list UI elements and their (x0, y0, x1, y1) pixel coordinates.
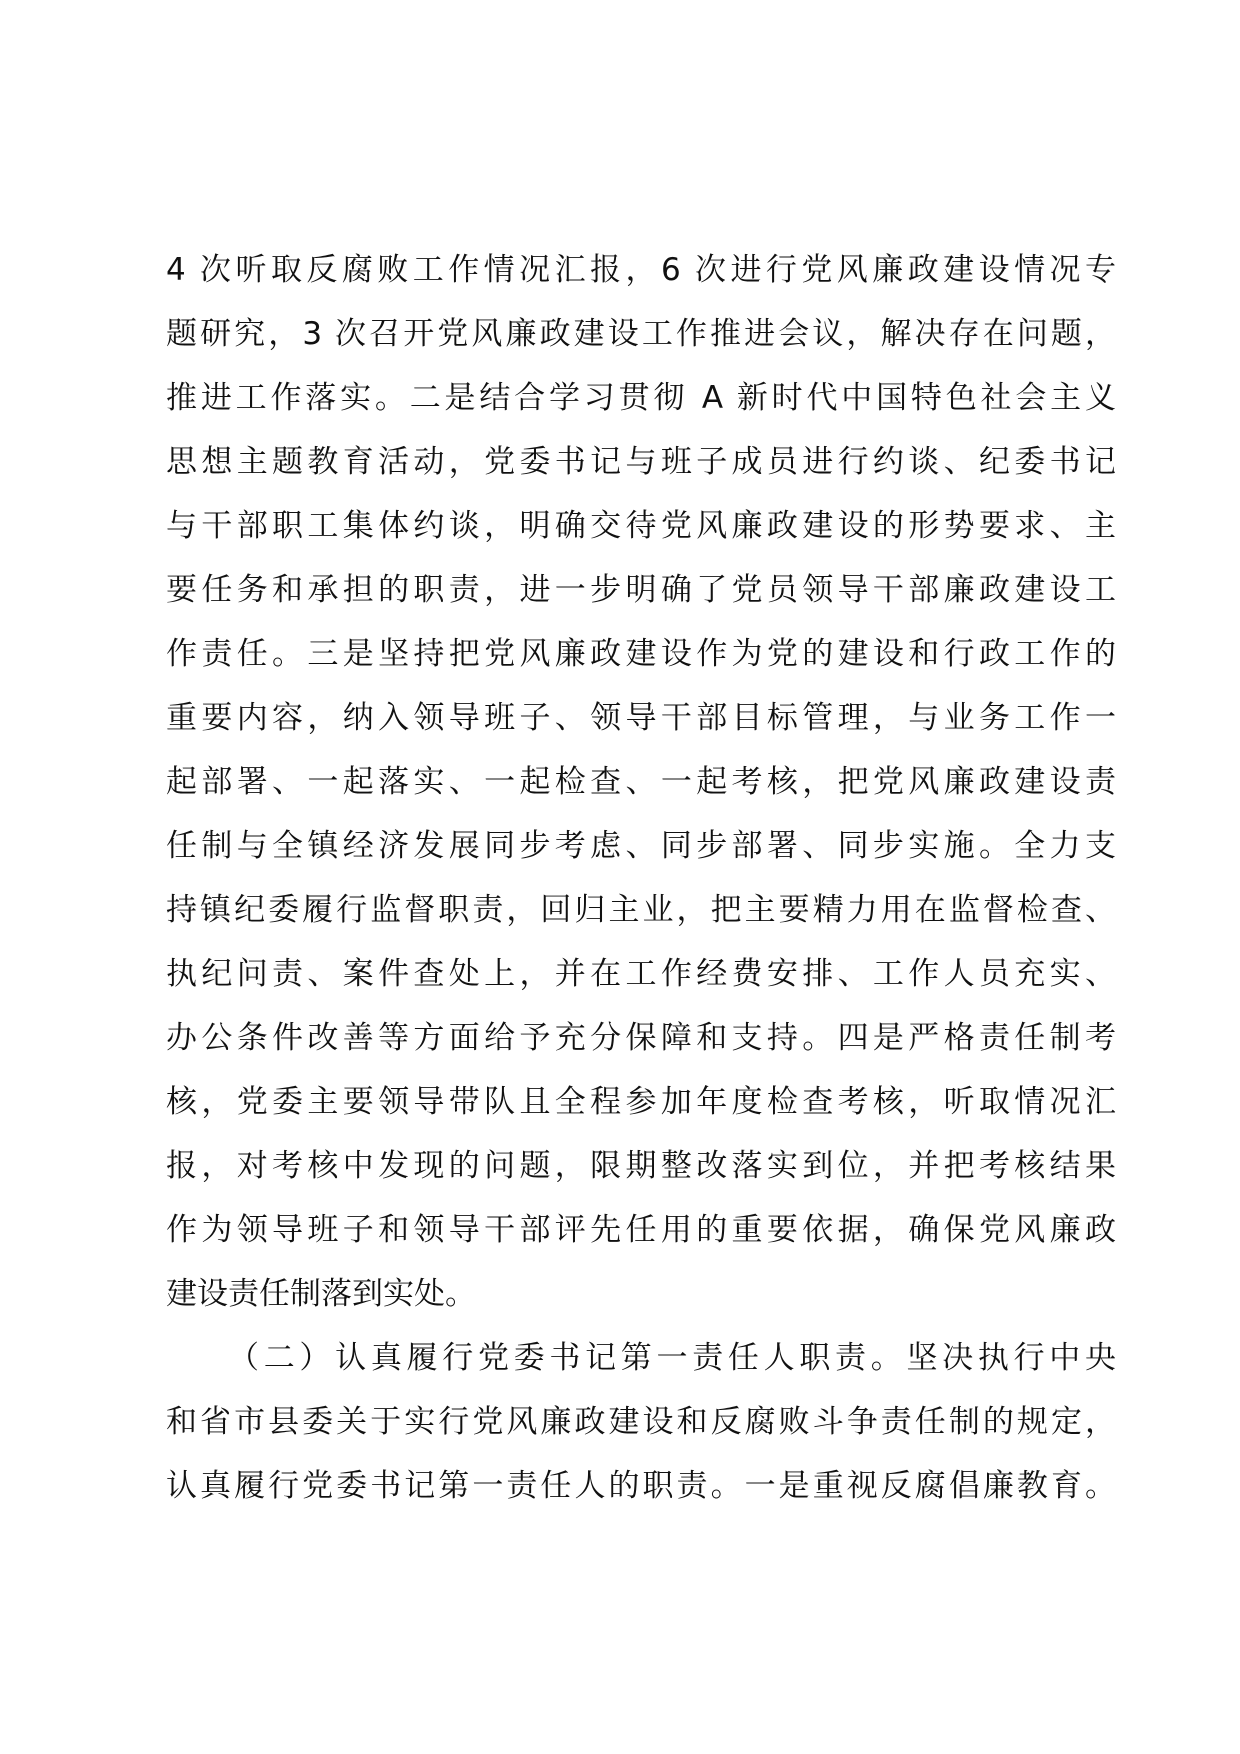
text-line: 任制与全镇经济发展同步考虑、同步部署、同步实施。全力支 (166, 828, 1116, 864)
text-line: 作责任。三是坚持把党风廉政建设作为党的建设和行政工作的 (166, 636, 1116, 672)
text-line: 题研究，3 次召开党风廉政建设工作推进会议，解决存在问题， (166, 316, 1116, 352)
text-line: 要任务和承担的职责，进一步明确了党员领导干部廉政建设工 (166, 572, 1116, 608)
text-line: 报，对考核中发现的问题，限期整改落实到位，并把考核结果 (166, 1148, 1116, 1184)
text-line: 与干部职工集体约谈，明确交待党风廉政建设的形势要求、主 (166, 508, 1116, 544)
text-line: 持镇纪委履行监督职责，回归主业，把主要精力用在监督检查、 (166, 892, 1116, 928)
text-line: 认真履行党委书记第一责任人的职责。一是重视反腐倡廉教育。 (166, 1468, 1116, 1504)
text-line: 思想主题教育活动，党委书记与班子成员进行约谈、纪委书记 (166, 444, 1116, 480)
text-line: 重要内容，纳入领导班子、领导干部目标管理，与业务工作一 (166, 700, 1116, 736)
text-line: 和省市县委关于实行党风廉政建设和反腐败斗争责任制的规定， (166, 1404, 1116, 1440)
text-line: 执纪问责、案件查处上，并在工作经费安排、工作人员充实、 (166, 956, 1116, 992)
text-line: 核，党委主要领导带队且全程参加年度检查考核，听取情况汇 (166, 1084, 1116, 1120)
section-heading-line: （二）认真履行党委书记第一责任人职责。坚决执行中央 (228, 1340, 1116, 1376)
text-line: 推进工作落实。二是结合学习贯彻 A 新时代中国特色社会主义 (166, 380, 1116, 416)
text-line: 作为领导班子和领导干部评先任用的重要依据，确保党风廉政 (166, 1212, 1116, 1248)
text-line: 建设责任制落到实处。 (166, 1276, 476, 1312)
text-line: 起部署、一起落实、一起检查、一起考核，把党风廉政建设责 (166, 764, 1116, 800)
paragraph-1 (166, 238, 1116, 1326)
document-body (166, 238, 1116, 1518)
text-line: 4 次听取反腐败工作情况汇报，6 次进行党风廉政建设情况专 (166, 252, 1116, 288)
paragraph-2 (166, 1326, 1116, 1518)
text-line: 办公条件改善等方面给予充分保障和支持。四是严格责任制考 (166, 1020, 1116, 1056)
